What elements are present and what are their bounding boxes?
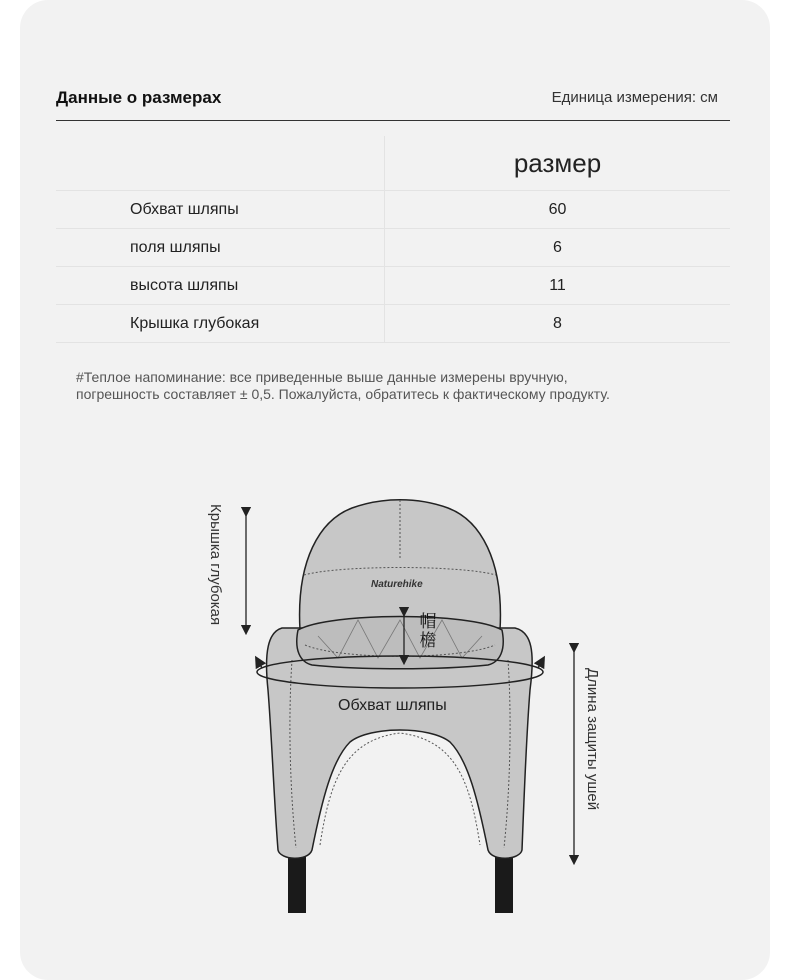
column-header-size: размер [513, 147, 602, 178]
ear-length-label: Длина защиты ушей [584, 668, 601, 811]
hat-crown [300, 500, 501, 630]
brim-label-line-2: 檐 [419, 631, 437, 650]
left-strap [288, 855, 306, 913]
brim-label-line-1: 帽 [419, 612, 437, 631]
right-strap [495, 855, 513, 913]
circumference-arrow-right [538, 661, 542, 668]
row-value-brim: 6 [385, 229, 731, 267]
brim-label [418, 612, 438, 650]
note-line-1: #Теплое напоминание: все приведенные выше данные измерены вручную, [76, 369, 568, 385]
row-value-circumference: 60 [385, 191, 731, 229]
depth-label: Крышка глубокая [207, 504, 224, 626]
row-label-depth: Крышка глубокая [56, 305, 385, 343]
circumference-arrow-left [258, 661, 262, 668]
unit-label: Единица измерения: см [551, 89, 718, 106]
section-title: Данные о размерах [56, 88, 222, 107]
circumference-label: Обхват шляпы [338, 697, 447, 714]
row-value-height: 11 [385, 267, 731, 305]
brand-logo: Naturehike [371, 579, 423, 590]
row-label-height: высота шляпы [56, 267, 385, 305]
note-line-2: погрешность составляет ± 0,5. Пожалуйста, обратитесь к фактическому продукту. [76, 386, 610, 402]
hat-brim [297, 617, 503, 669]
row-value-depth: 8 [385, 305, 731, 343]
row-label-brim: поля шляпы [56, 229, 385, 267]
row-label-circumference: Обхват шляпы [56, 191, 385, 229]
